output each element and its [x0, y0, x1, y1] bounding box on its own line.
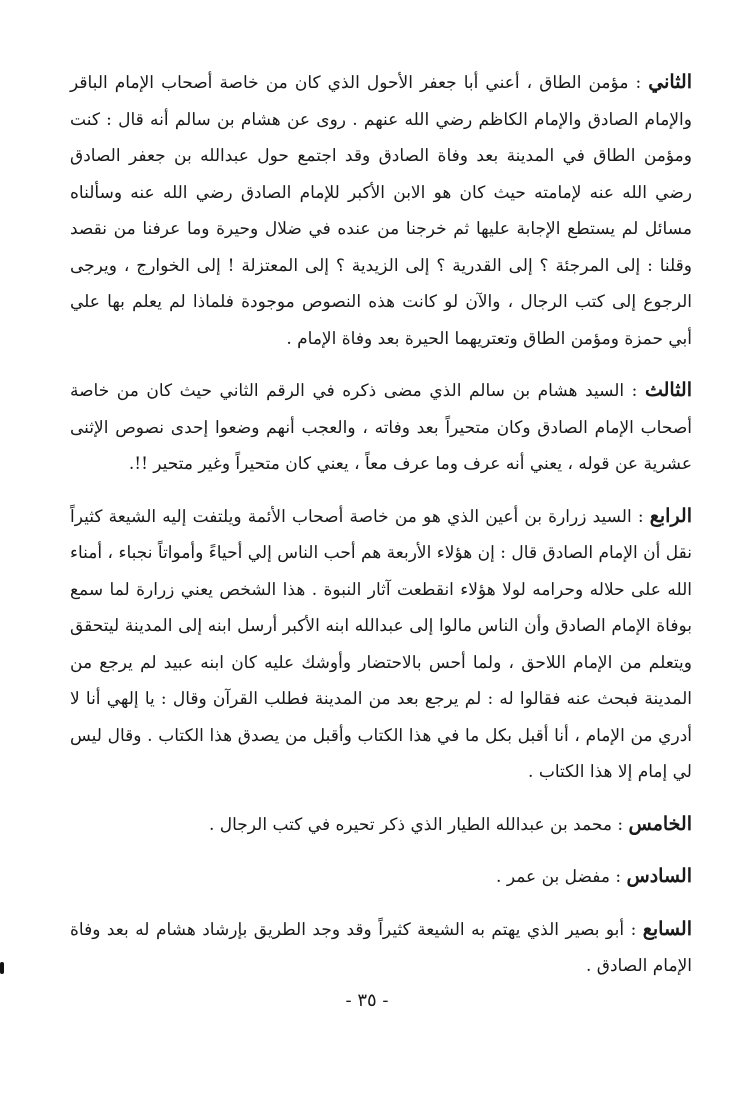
paragraph-text: : أبو بصير الذي يهتم به الشيعة كثيراً وقد وجد الطريق بإرشاد هشام له بعد وفاة الإمام الصادق . [70, 919, 692, 976]
paragraph-text: : مؤمن الطاق ، أعني أبا جعفر الأحول الذي كان من خاصة أصحاب الإمام الباقر والإمام الصادق والإمام الكاظم رضي الله عنهم . روى عن هشام بن سالم أنه قال : كنت ومؤمن الطاق في المدينة بعد وفاة الصادق وقد اجتمع حول عبدالله بن جعفر الصادق رضي الله عنه لإمامته حيث كان هو الابن الأكبر للإمام الصادق رضي الله عنه وسألناه مسائل لم يستطع الإجابة عليها ثم خرجنا من عنده في ضلال وحيرة وما عرفنا من نقصد وقلنا : إلى المرجئة ؟ إلى القدرية ؟ إلى الزيدية ؟ إلى المعتزلة ! إلى الخوارج ، ويرجى الرجوع إلى كتب الرجال ، والآن لو كانت هذه النصوص موجودة فلماذا لم يعلم بها علي أبي حمزة ومؤمن الطاق وتعتريهما الحيرة بعد وفاة الإمام . [70, 73, 692, 349]
paragraph-seventh [70, 911, 692, 985]
paragraph-text: : السيد هشام بن سالم الذي مضى ذكره في الرقم الثاني حيث كان من خاصة أصحاب الإمام الصادق وكان متحيراً بعد وفاته ، والعجب أنهم وضعوا إحدى نصوص الإثنى عشرية عن قوله ، يعني أنه عرف وما عرف معاً ، يعني كان متحيراً وغير متحير !!. [70, 381, 692, 474]
paragraph-lead: السادس [626, 865, 692, 887]
scan-edge-mark [0, 962, 4, 974]
document-body [70, 64, 692, 1000]
paragraph-text: : محمد بن عبدالله الطيار الذي ذكر تحيره في كتب الرجال . [208, 814, 629, 835]
paragraph-text: : السيد زرارة بن أعين الذي هو من خاصة أصحاب الأئمة ويلتفت إليه الشيعة كثيراً نقل أن الإمام الصادق قال : إن هؤلاء الأربعة هم أحب الناس إلي أحياءً وأمواتاً نجباء ، أمناء الله على حلاله وحرامه لولا هؤلاء انقطعت آثار النبوة . هذا الشخص يعني زرارة لما سمع بوفاة الإمام الصادق وأن الناس مالوا إلى عبدالله ابنه الأكبر أرسل ابنه إلى المدينة ليتحقق ويتعلم من الإمام اللاحق ، ولما أحس بالاحتضار وأوشك عليه كان ابنه عبيد لم يرجع من المدينة فبحث عنه فقالوا له : لم يرجع بعد من المدينة فطلب القرآن وقال : يا إلهي أنا لا أدري من الإمام ، أنا أقبل بكل ما في هذا الكتاب وأقبل من يصدق هذا الكتاب . وقال ليس لي إمام إلا هذا الكتاب . [70, 506, 692, 782]
paragraph-lead: الرابع [649, 504, 692, 527]
paragraph-lead: الثالث [644, 379, 692, 401]
paragraph-second [70, 64, 692, 357]
paragraph-sixth [70, 858, 692, 896]
paragraph-fifth [70, 806, 692, 844]
paragraph-fourth [70, 498, 692, 791]
page-number: - ٣٥ - [345, 990, 389, 1011]
paragraph-third [70, 372, 692, 483]
paragraph-lead: الثاني [648, 71, 692, 93]
paragraph-lead: السابع [642, 917, 692, 940]
paragraph-text: : مفضل بن عمر . [496, 867, 627, 887]
paragraph-lead: الخامس [628, 812, 692, 835]
